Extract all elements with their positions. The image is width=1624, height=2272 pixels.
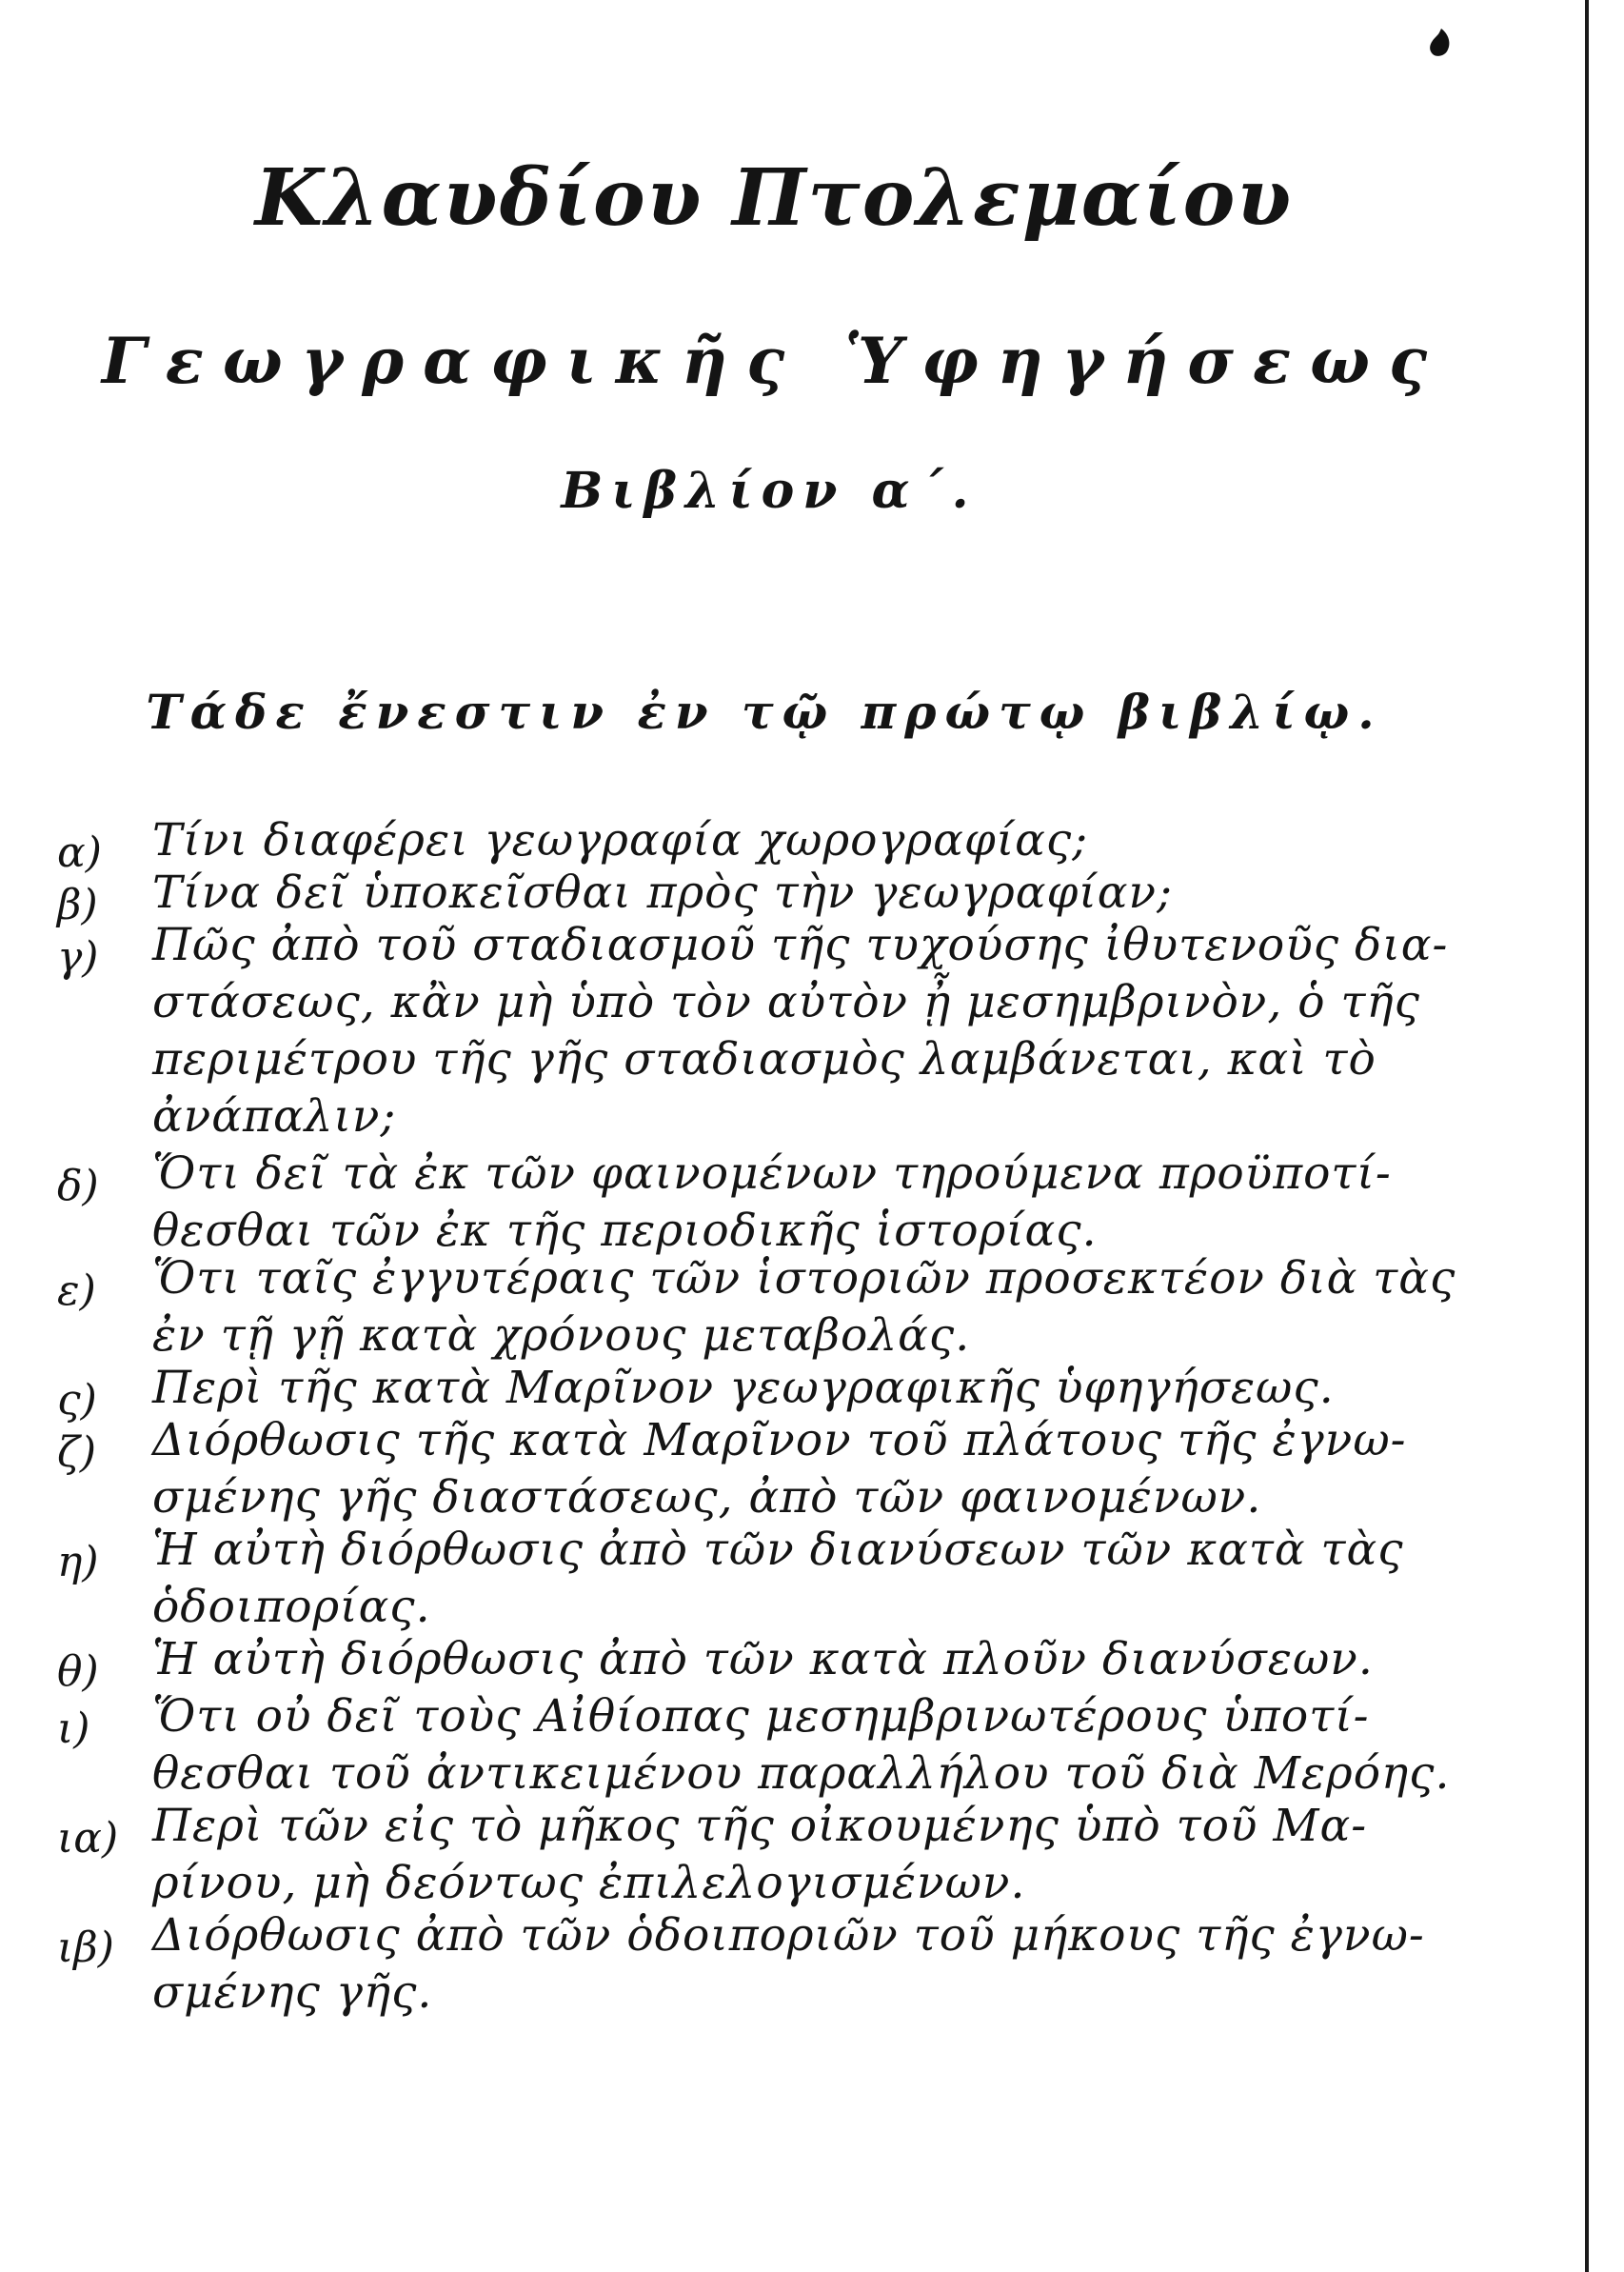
toc-entry-line: Περὶ τῶν εἰς τὸ μῆκος τῆς οἰκουμένης ὑπὸ τοῦ Μα- [152,1800,1368,1852]
toc-entry-line: Περὶ τῆς κατὰ Μαρῖνον γεωγραφικῆς ὑφηγήσεως. [152,1362,1335,1414]
toc-entry-line: Τίνι διαφέρει γεωγραφία χωρογραφίας; [152,814,1089,867]
toc-entry-number: ια) [57,1814,119,1863]
toc-entry-number: ς) [57,1376,97,1425]
toc-entry-line: Ὅτι ταῖς ἐγγυτέραις τῶν ἱστοριῶν προσεκτέον διὰ τὰς [152,1252,1456,1305]
toc-entry-line: στάσεως, κἂν μὴ ὑπὸ τὸν αὐτὸν ᾖ μεσημβρινὸν, ὁ τῆς [152,976,1420,1028]
toc-entry-number: η) [57,1538,99,1586]
toc-entry-line: Ὅτι οὐ δεῖ τοὺς Αἰθίοπας μεσημβρινωτέρους ὑποτί- [152,1690,1370,1743]
toc-entry-line: ἐν τῇ γῇ κατὰ χρόνους μεταβολάς. [152,1309,971,1362]
toc-entry-number: δ) [57,1162,99,1210]
toc-entry-line: Διόρθωσις ἀπὸ τῶν ὁδοιποριῶν τοῦ μήκους τῆς ἐγνω- [152,1909,1425,1962]
toc-entry-number: ζ) [57,1428,97,1477]
toc-entry-number: ιβ) [57,1923,114,1972]
toc-entry-line: σμένης γῆς. [152,1966,433,2019]
toc-entry-line: Ὅτι δεῖ τὰ ἐκ τῶν φαινομένων τηρούμενα προϋποτί- [152,1147,1392,1200]
toc-entry-line: Πῶς ἀπὸ τοῦ σταδιασμοῦ τῆς τυχούσης ἰθυτενοῦς δια- [152,919,1449,971]
toc-entry-line: ἀνάπαλιν; [152,1090,397,1143]
toc-entry-line: σμένης γῆς διαστάσεως, ἀπὸ τῶν φαινομένων. [152,1471,1262,1524]
toc-entry-line: Διόρθωσις τῆς κατὰ Μαρῖνον τοῦ πλάτους τῆς ἐγνω- [152,1414,1407,1466]
toc-entry-line: Τίνα δεῖ ὑποκεῖσθαι πρὸς τὴν γεωγραφίαν; [152,867,1173,919]
toc-entry-line: ρίνου, μὴ δεόντως ἐπιλελογισμένων. [152,1857,1026,1909]
toc-entry-number: γ) [57,933,99,982]
contents-heading: Τάδε ἔνεστιν ἐν τῷ πρώτῳ βιβλίῳ. [146,684,1383,740]
toc-entry-line: ὁδοιπορίας. [152,1581,431,1633]
book-title: Βιβλίον α΄. [561,462,978,520]
toc-entry-number: θ) [57,1647,99,1696]
toc-entry-line: θεσθαι τοῦ ἀντικειμένου παραλλήλου τοῦ διὰ Μερόης. [152,1747,1451,1800]
ink-spot-icon [1428,27,1453,59]
toc-entry-number: ι) [57,1704,90,1753]
toc-entry-number: α) [57,828,102,877]
toc-entry-line: Ἡ αὐτὴ διόρθωσις ἀπὸ τῶν κατὰ πλοῦν διανύσεων. [152,1633,1374,1685]
toc-entry-number: β) [57,881,98,929]
toc-entry-line: Ἡ αὐτὴ διόρθωσις ἀπὸ τῶν διανύσεων τῶν κατὰ τὰς [152,1524,1404,1576]
toc-entry-line: περιμέτρου τῆς γῆς σταδιασμὸς λαμβάνεται, καὶ τὸ [152,1033,1376,1086]
author-title: Κλαυδίου Πτολεμαίου [254,152,1294,244]
toc-entry-number: ε) [57,1266,96,1315]
work-title: Γεωγραφικῆς Ὑφηγήσεως [101,324,1447,398]
toc-entry-line: θεσθαι τῶν ἐκ τῆς περιοδικῆς ἱστορίας. [152,1205,1098,1257]
